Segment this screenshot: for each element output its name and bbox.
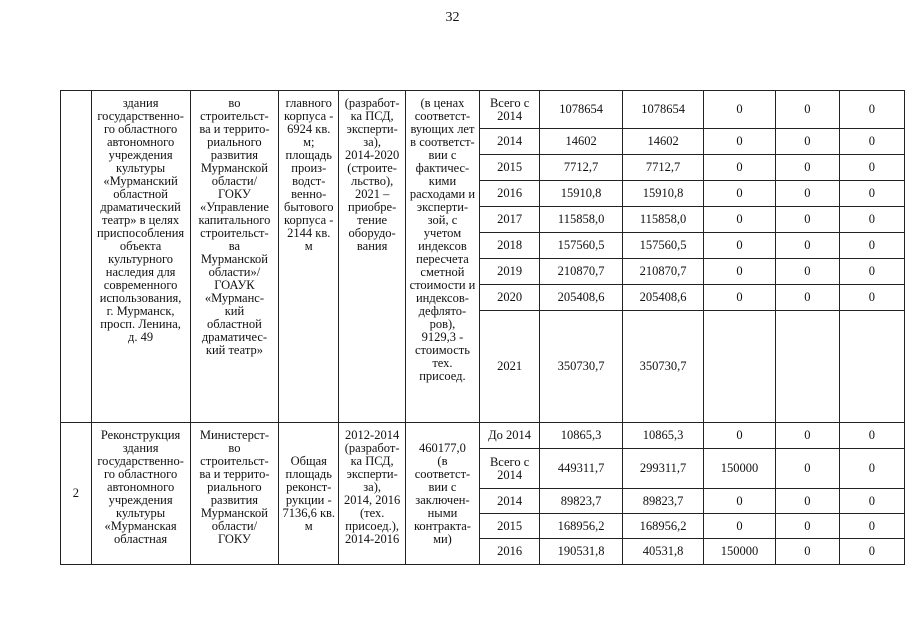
year-cell: 2021 <box>479 311 540 423</box>
local-cell: 0 <box>775 91 839 129</box>
federal-cell: 0 <box>704 233 775 259</box>
year-cell: 2018 <box>479 233 540 259</box>
regional-cell: 14602 <box>622 129 703 155</box>
local-cell: 0 <box>775 539 839 565</box>
total-cell: 14602 <box>540 129 622 155</box>
local-cell: 0 <box>775 181 839 207</box>
customer-cell: Министерст- во строительст- ва и террито- риального развития Мурманской области/ ГОКУ <box>190 423 279 565</box>
other-cell: 0 <box>839 539 904 565</box>
local-cell: 0 <box>775 449 839 489</box>
page-number: 32 <box>445 10 460 25</box>
local-cell: 0 <box>775 285 839 311</box>
block-1 <box>61 91 905 423</box>
federal-cell: 0 <box>704 489 775 514</box>
year-cell: 2016 <box>479 539 540 565</box>
federal-cell: 0 <box>704 423 775 449</box>
row-number-cell <box>61 91 92 423</box>
federal-cell: 0 <box>704 514 775 539</box>
investment-table <box>60 90 905 565</box>
regional-cell: 1078654 <box>622 91 703 129</box>
federal-cell: 150000 <box>704 539 775 565</box>
year-cell: 2016 <box>479 181 540 207</box>
federal-cell: 0 <box>704 129 775 155</box>
other-cell: 0 <box>839 91 904 129</box>
regional-cell: 157560,5 <box>622 233 703 259</box>
object-name-cell: здания государственно- го областного автономного учреждения культуры «Мурманский областной драматический театр» в целях приспособления объекта культурного наследия для современного использования, г. Мурманск, просп. Ленина, д. 49 <box>91 91 190 423</box>
customer-cell: во строительст- ва и террито- риального развития Мурманской области/ ГОКУ «Управление капитального строительст- ва Мурманской области»/ ГОАУК «Мурманс- кий областной драматичес- кий театр» <box>190 91 279 423</box>
local-cell: 0 <box>775 129 839 155</box>
year-cell: 2015 <box>479 155 540 181</box>
other-cell: 0 <box>839 489 904 514</box>
total-cell: 190531,8 <box>540 539 622 565</box>
row-number-cell: 2 <box>61 423 92 565</box>
year-cell: До 2014 <box>479 423 540 449</box>
other-cell: 0 <box>839 207 904 233</box>
regional-cell: 40531,8 <box>622 539 703 565</box>
year-cell: Всего с 2014 <box>479 449 540 489</box>
other-cell: 0 <box>839 449 904 489</box>
terms-cell: (разработ- ка ПСД, эксперти- за), 2014-2020 (строите- льство), 2021 – приобре- тение оборудо- вания <box>339 91 406 423</box>
terms-cell: 2012-2014 (разработ- ка ПСД, эксперти- за), 2014, 2016 (тех. присоед.), 2014-2016 <box>339 423 406 565</box>
year-cell: 2019 <box>479 259 540 285</box>
regional-cell: 210870,7 <box>622 259 703 285</box>
local-cell: 0 <box>775 514 839 539</box>
regional-cell: 7712,7 <box>622 155 703 181</box>
regional-cell: 299311,7 <box>622 449 703 489</box>
other-cell: 0 <box>839 259 904 285</box>
block-2 <box>61 423 905 565</box>
federal-cell: 0 <box>704 285 775 311</box>
year-cell: 2017 <box>479 207 540 233</box>
other-cell: 0 <box>839 129 904 155</box>
total-cell: 7712,7 <box>540 155 622 181</box>
capacity-cell: главного корпуса - 6924 кв. м; площадь произ- водст- венно- бытового корпуса - 2144 кв. м <box>279 91 339 423</box>
object-name-cell: Реконструкция здания государственно- го областного автономного учреждения культуры «Мурманская областная <box>91 423 190 565</box>
regional-cell: 168956,2 <box>622 514 703 539</box>
total-cell: 350730,7 <box>540 311 622 423</box>
total-cell: 10865,3 <box>540 423 622 449</box>
federal-cell: 0 <box>704 155 775 181</box>
total-cell: 449311,7 <box>540 449 622 489</box>
federal-cell: 0 <box>704 181 775 207</box>
other-cell: 0 <box>839 181 904 207</box>
estimated-cost-cell: 460177,0 (в соответст- вии с заключен- ными контракта- ми) <box>406 423 480 565</box>
federal-cell: 150000 <box>704 449 775 489</box>
year-cell: 2014 <box>479 489 540 514</box>
local-cell: 0 <box>775 423 839 449</box>
federal-cell: 0 <box>704 259 775 285</box>
local-cell: 0 <box>775 259 839 285</box>
local-cell: 0 <box>775 207 839 233</box>
total-cell: 205408,6 <box>540 285 622 311</box>
other-cell: 0 <box>839 233 904 259</box>
other-cell: 0 <box>839 285 904 311</box>
other-cell: 0 <box>839 514 904 539</box>
total-cell: 115858,0 <box>540 207 622 233</box>
local-cell <box>775 311 839 423</box>
regional-cell: 89823,7 <box>622 489 703 514</box>
regional-cell: 15910,8 <box>622 181 703 207</box>
estimated-cost-cell: (в ценах соответст- вующих лет в соответст- вии с фактичес- кими расходами и эксперти- зой, с учетом индексов пересчета сметной стоимости и индексов- дефлято- ров), 9129,3 - стоимость тех. присоед. <box>406 91 480 423</box>
federal-cell: 0 <box>704 207 775 233</box>
table-row <box>61 423 905 449</box>
regional-cell: 115858,0 <box>622 207 703 233</box>
total-cell: 89823,7 <box>540 489 622 514</box>
federal-cell <box>704 311 775 423</box>
year-cell: Всего с 2014 <box>479 91 540 129</box>
capacity-cell: Общая площадь реконст- рукции - 7136,6 кв. м <box>279 423 339 565</box>
total-cell: 1078654 <box>540 91 622 129</box>
federal-cell: 0 <box>704 91 775 129</box>
regional-cell: 10865,3 <box>622 423 703 449</box>
year-cell: 2015 <box>479 514 540 539</box>
total-cell: 210870,7 <box>540 259 622 285</box>
regional-cell: 205408,6 <box>622 285 703 311</box>
local-cell: 0 <box>775 233 839 259</box>
local-cell: 0 <box>775 155 839 181</box>
local-cell: 0 <box>775 489 839 514</box>
total-cell: 168956,2 <box>540 514 622 539</box>
total-cell: 157560,5 <box>540 233 622 259</box>
other-cell: 0 <box>839 423 904 449</box>
table-row <box>61 91 905 129</box>
year-cell: 2014 <box>479 129 540 155</box>
regional-cell: 350730,7 <box>622 311 703 423</box>
other-cell <box>839 311 904 423</box>
total-cell: 15910,8 <box>540 181 622 207</box>
year-cell: 2020 <box>479 285 540 311</box>
other-cell: 0 <box>839 155 904 181</box>
